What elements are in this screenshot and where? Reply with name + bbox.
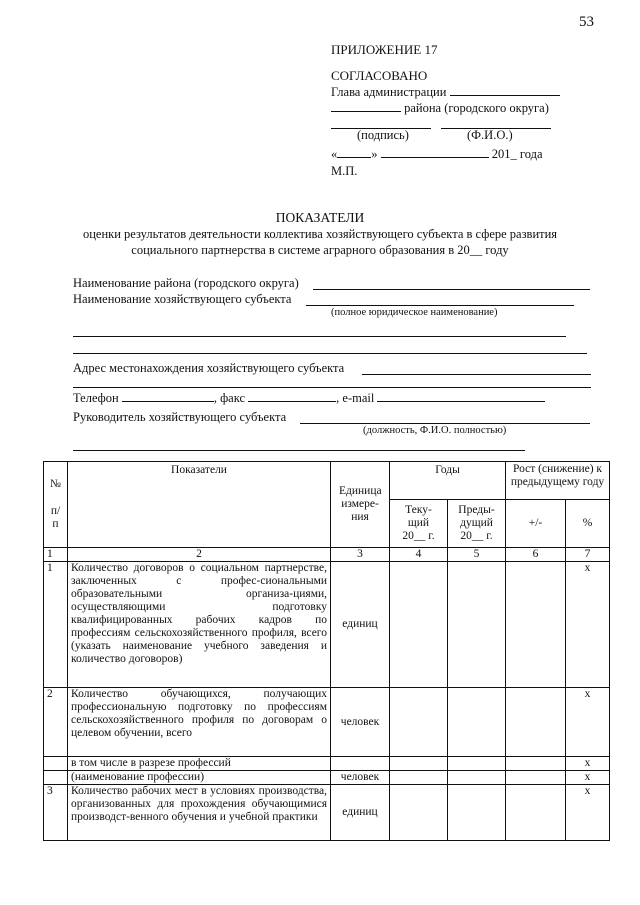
col-num-p1: п/ [50,505,61,517]
row-indicator: Количество рабочих мест в условиях производства, организованных для прохождения обучающимися производст-венного обучения и учебной практики [68,785,331,841]
entity-name-blank [306,305,574,306]
row-current [390,757,448,771]
district-label: района (городского округа) [404,101,549,115]
colnum-6: 6 [506,548,566,562]
row-num [44,757,68,771]
email-label: , e-mail [336,391,375,405]
row-num: 1 [44,562,68,688]
row-indicator: (наименование профессии) [68,771,331,785]
email-blank [377,389,545,402]
fax-label: , факс [213,391,246,405]
col-prev-label: Преды-дущий [458,504,495,529]
row-current [390,688,448,757]
col-indicators-header: Показатели [68,462,331,548]
row-prev [448,688,506,757]
col-unit-header: Единица измере-ния [331,462,390,548]
row-percent: x [566,562,610,688]
col-percent-header: % [566,500,610,548]
colnum-4: 4 [390,548,448,562]
fax-blank [248,389,336,402]
head-blank [300,423,590,424]
col-prev-year: 20__ г. [460,530,493,542]
entity-name-blank-3 [73,353,587,354]
table-row [44,785,610,841]
colnum-5: 5 [448,548,506,562]
row-unit [331,757,390,771]
phone-blank [122,389,214,402]
col-num-header [44,462,68,548]
stamp-label: М.П. [331,164,358,178]
col-num-symbol: № [50,478,61,490]
row-prev [448,771,506,785]
row-num: 3 [44,785,68,841]
col-current-header [390,500,448,548]
row-unit: единиц [331,562,390,688]
row-prev [448,785,506,841]
table-row [44,771,610,785]
indicators-table [43,461,610,841]
contacts-line [73,389,545,406]
address-blank [362,374,591,375]
district-blank [331,99,401,112]
colnum-3: 3 [331,548,390,562]
col-growth-header: Рост (снижение) к предыдущему году [506,462,610,500]
row-percent: x [566,785,610,841]
doc-subtitle-1: оценки результатов деятельности коллектива хозяйствующего субъекта в сфере развития [82,227,558,241]
col-num-p2: п [52,518,59,530]
day-blank [337,145,371,158]
full-legal-name-note: (полное юридическое наименование) [331,307,498,318]
row-percent: x [566,757,610,771]
phone-label: Телефон [73,391,119,405]
col-current-year: 20__ г. [402,530,435,542]
district-line [331,99,549,116]
month-blank [381,145,489,158]
row-percent: x [566,771,610,785]
address-blank-2 [73,387,591,388]
row-plusminus [506,771,566,785]
row-plusminus [506,562,566,688]
table-row [44,757,610,771]
fio-label: (Ф.И.О.) [467,128,513,142]
signature-label: (подпись) [357,128,409,142]
district-name-label: Наименование района (городского округа) [73,276,299,290]
row-unit: человек [331,688,390,757]
col-plusminus-header: +/- [506,500,566,548]
district-name-blank [313,289,590,290]
row-num [44,771,68,785]
row-indicator: в том числе в разрезе профессий [68,757,331,771]
col-years-header: Годы [390,462,506,500]
row-unit: человек [331,771,390,785]
head-note: (должность, Ф.И.О. полностью) [363,425,507,436]
doc-title: ПОКАЗАТЕЛИ [275,210,365,225]
date-line [331,145,543,162]
row-current [390,771,448,785]
approved-label: СОГЛАСОВАНО [331,68,428,83]
address-label: Адрес местонахождения хозяйствующего субъекта [73,361,345,375]
appendix-label: ПРИЛОЖЕНИЕ 17 [331,42,438,57]
head-label: Руководитель хозяйствующего субъекта [73,410,287,424]
col-prev-header [448,500,506,548]
entity-name-label: Наименование хозяйствующего субъекта [73,292,292,306]
row-num: 2 [44,688,68,757]
row-current [390,562,448,688]
colnum-2: 2 [68,548,331,562]
table-row [44,562,610,688]
entity-name-blank-2 [73,336,566,337]
table-row [44,688,610,757]
row-plusminus [506,785,566,841]
date-open-quote: « [331,147,338,161]
row-unit: единиц [331,785,390,841]
row-prev [448,757,506,771]
date-close-quote: » [371,147,378,161]
row-percent: x [566,688,610,757]
row-prev [448,562,506,688]
row-indicator: Количество обучающихся, получающих профессиональную подготовку по профессиям сельскохозяйственного профиля по договорам о целевом обучении, всего [68,688,331,757]
row-plusminus [506,688,566,757]
row-current [390,785,448,841]
colnum-7: 7 [566,548,610,562]
doc-subtitle-2: социального партнерства в системе аграрного образования в 20__ году [131,243,509,257]
row-indicator: Количество договоров о социальном партнерстве, заключенных с профес-сиональными образовательными организа-циями, осуществляющими подготовку квалифицированных рабочих кадров по профессиям сельскохозяйственного профиля, всего (указать наименование учебного заведения и количество договоров) [68,562,331,688]
head-admin-label: Глава администрации [331,85,447,99]
page-number: 53 [579,14,594,30]
head-blank-2 [73,450,525,451]
head-admin-line [331,83,560,100]
col-current-label: Теку-щий [405,504,432,529]
head-admin-blank [450,83,560,96]
row-plusminus [506,757,566,771]
year-label: 201_ года [491,147,543,161]
colnum-1: 1 [44,548,68,562]
